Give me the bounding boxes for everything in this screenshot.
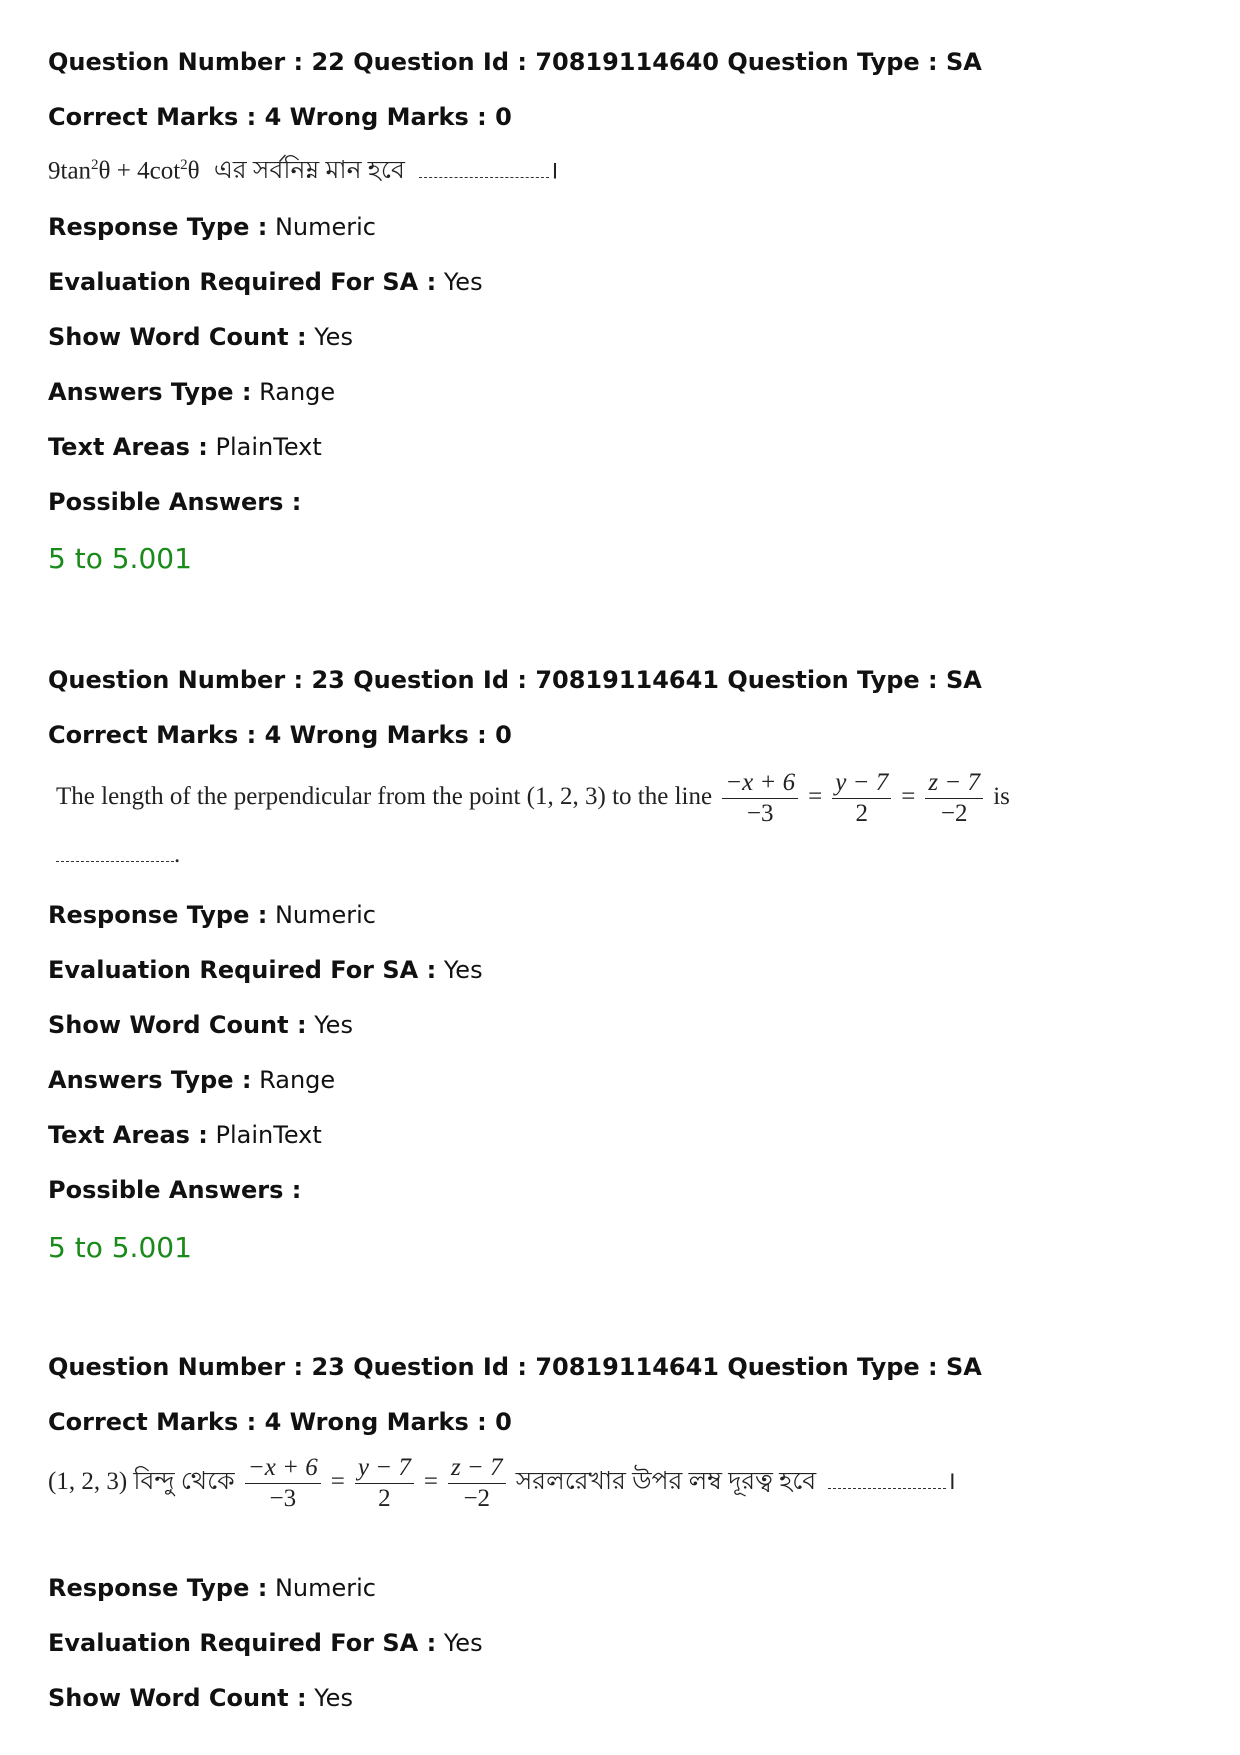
field-show-word-count: Show Word Count : Yes <box>48 1684 353 1712</box>
possible-answer: 5 to 5.001 <box>48 542 192 575</box>
field-evaluation-required: Evaluation Required For SA : Yes <box>48 956 483 984</box>
field-show-word-count: Show Word Count : Yes <box>48 1011 353 1039</box>
field-response-type: Response Type : Numeric <box>48 213 376 241</box>
answer-blank <box>419 177 549 178</box>
fraction: $\frac{z - 7}{-2}$ <box>925 768 983 829</box>
field-text-areas: Text Areas : PlainText <box>48 433 322 461</box>
field-response-type: Response Type : Numeric <box>48 1574 376 1602</box>
question-header: Question Number : 23 Question Id : 70819114641 Question Type : SA <box>48 1353 982 1381</box>
question-header: Question Number : 23 Question Id : 70819114641 Question Type : SA <box>48 666 982 694</box>
fraction: $\frac{-x + 6}{-3}$ <box>722 768 798 829</box>
question-text: (1, 2, 3) বিন্দু থেকে $\frac{-x + 6}{-3}$ = $\frac{y - 7}{2}$ = $\frac{z - 7}{-2}$ সরলরেখার উপর লম্ব দূরত্ব হবে । <box>48 1454 956 1512</box>
question-text: The length of the perpendicular from the point (1, 2, 3) to the line $\frac{-x + 6}{-3}$ = $\frac{y - 7}{2}$ = $\frac{z - 7}{-2}$ is <box>56 769 1010 827</box>
fraction: $\frac{-x + 6}{-3}$ <box>245 1453 321 1514</box>
field-response-type: Response Type : Numeric <box>48 901 376 929</box>
field-possible-answers: Possible Answers : <box>48 1176 302 1204</box>
question-marks: Correct Marks : 4 Wrong Marks : 0 <box>48 721 512 749</box>
answer-blank-line: . <box>56 840 180 870</box>
fraction: $\frac{y - 7}{2}$ <box>832 768 891 829</box>
field-text-areas: Text Areas : PlainText <box>48 1121 322 1149</box>
field-answers-type: Answers Type : Range <box>48 378 336 406</box>
possible-answer: 5 to 5.001 <box>48 1231 192 1264</box>
field-possible-answers: Possible Answers : <box>48 488 302 516</box>
answer-blank <box>828 1488 946 1489</box>
field-show-word-count: Show Word Count : Yes <box>48 323 353 351</box>
fraction: $\frac{z - 7}{-2}$ <box>448 1453 506 1514</box>
question-marks: Correct Marks : 4 Wrong Marks : 0 <box>48 103 512 131</box>
fraction: $\frac{y - 7}{2}$ <box>355 1453 414 1514</box>
question-header: Question Number : 22 Question Id : 70819114640 Question Type : SA <box>48 48 982 76</box>
question-marks: Correct Marks : 4 Wrong Marks : 0 <box>48 1408 512 1436</box>
answer-blank <box>56 861 174 862</box>
field-evaluation-required: Evaluation Required For SA : Yes <box>48 1629 483 1657</box>
field-evaluation-required: Evaluation Required For SA : Yes <box>48 268 483 296</box>
question-text: $9\tan^2\theta + 4\cot^2\theta$ এর সর্বনিম্ন মান হবে । <box>48 157 559 185</box>
field-answers-type: Answers Type : Range <box>48 1066 336 1094</box>
